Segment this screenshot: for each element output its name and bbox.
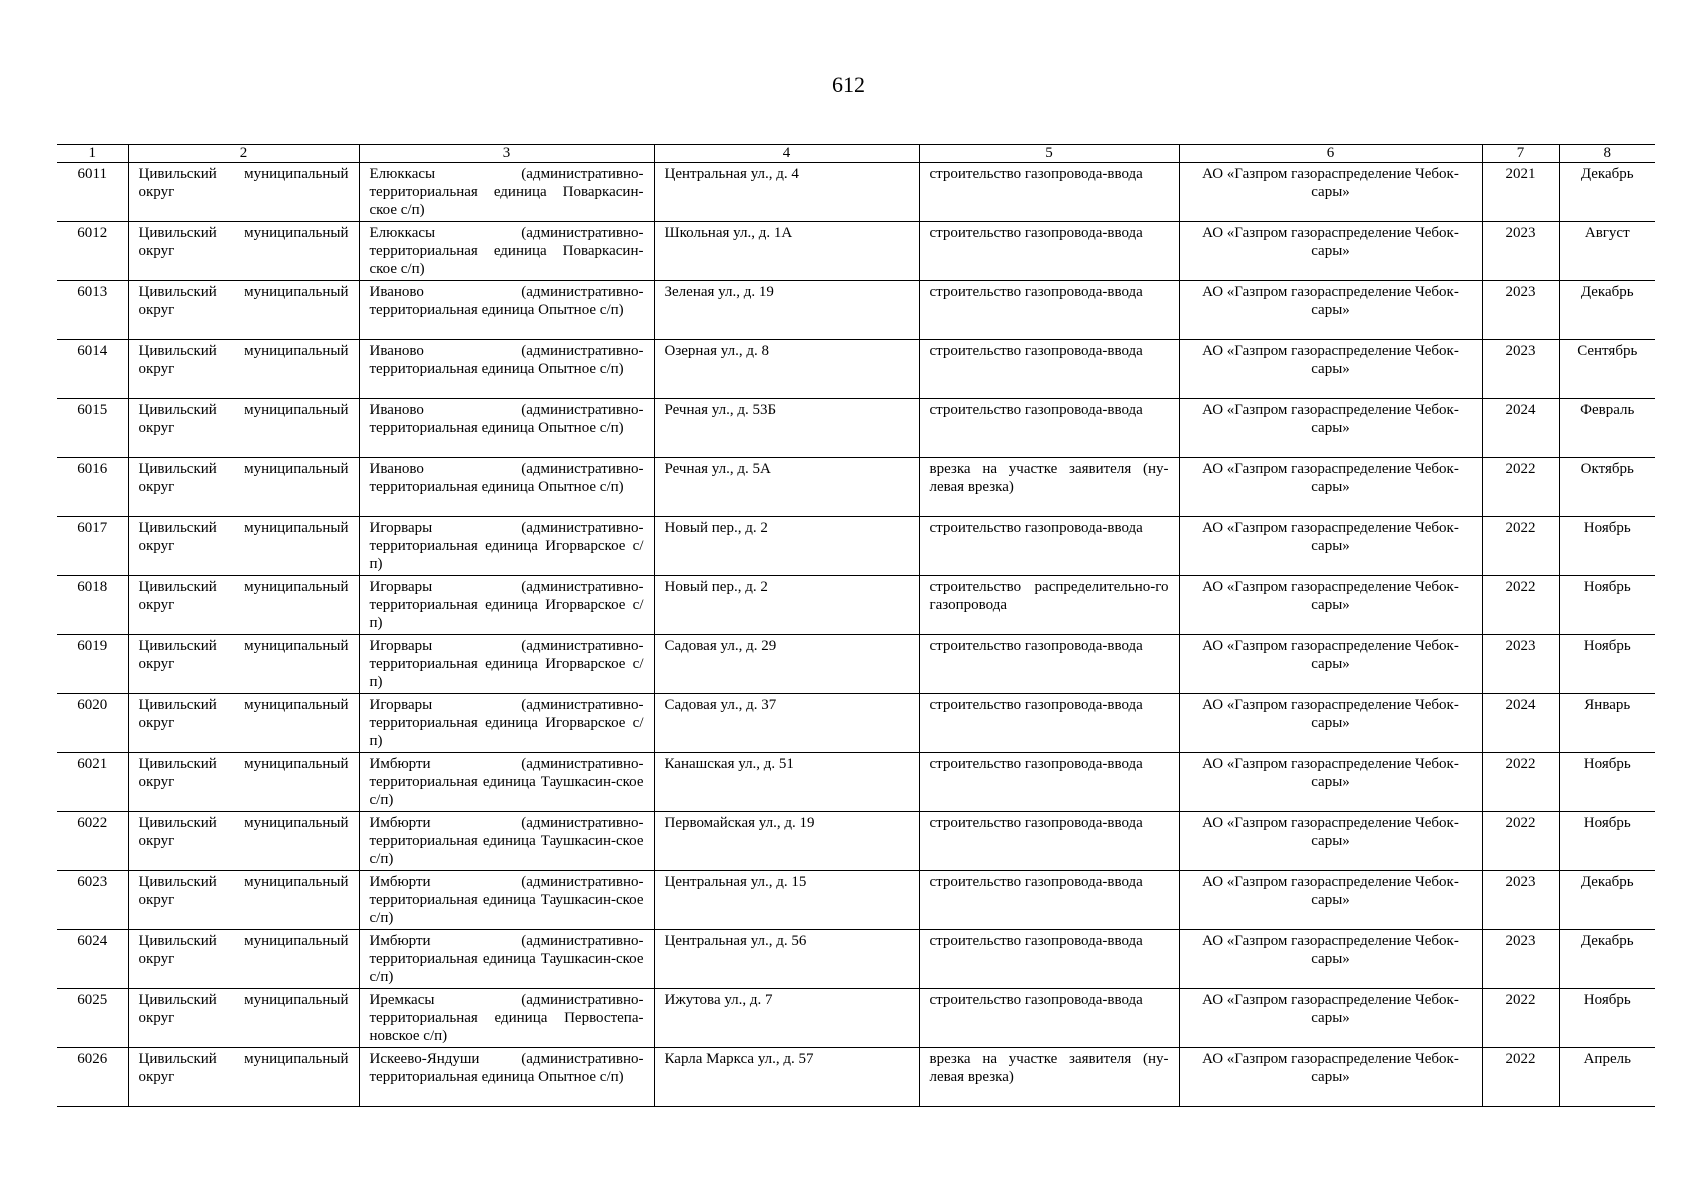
row-number: 6013 [57, 281, 128, 340]
district-cell: Цивильский муниципальный округ [128, 989, 359, 1048]
year-cell: 2024 [1482, 399, 1559, 458]
column-header: 6 [1179, 145, 1482, 163]
month-cell: Апрель [1559, 1048, 1655, 1107]
organization-cell: АО «Газпром газораспределение Чебок-сары» [1179, 340, 1482, 399]
year-cell: 2023 [1482, 635, 1559, 694]
address-cell: Речная ул., д. 53Б [654, 399, 919, 458]
organization-cell: АО «Газпром газораспределение Чебок-сары» [1179, 930, 1482, 989]
district-cell: Цивильский муниципальный округ [128, 458, 359, 517]
organization-cell: АО «Газпром газораспределение Чебок-сары» [1179, 222, 1482, 281]
work-type-cell: строительство газопровода-ввода [919, 163, 1179, 222]
column-header: 5 [919, 145, 1179, 163]
locality-cell: Иваново (административно-территориальная единица Опытное с/п) [359, 281, 654, 340]
address-cell: Садовая ул., д. 37 [654, 694, 919, 753]
locality-cell: Игорвары (административно-территориальная единица Игорварское с/п) [359, 576, 654, 635]
row-number: 6012 [57, 222, 128, 281]
district-cell: Цивильский муниципальный округ [128, 753, 359, 812]
row-number: 6019 [57, 635, 128, 694]
table-row [57, 340, 1655, 399]
year-cell: 2022 [1482, 989, 1559, 1048]
table-row [57, 1048, 1655, 1107]
table-row [57, 930, 1655, 989]
row-number: 6014 [57, 340, 128, 399]
address-cell: Центральная ул., д. 15 [654, 871, 919, 930]
work-type-cell: строительство газопровода-ввода [919, 222, 1179, 281]
year-cell: 2023 [1482, 340, 1559, 399]
work-type-cell: строительство газопровода-ввода [919, 871, 1179, 930]
table-row [57, 694, 1655, 753]
work-type-cell: строительство газопровода-ввода [919, 989, 1179, 1048]
organization-cell: АО «Газпром газораспределение Чебок-сары» [1179, 399, 1482, 458]
work-type-cell: строительство газопровода-ввода [919, 635, 1179, 694]
district-cell: Цивильский муниципальный округ [128, 340, 359, 399]
organization-cell: АО «Газпром газораспределение Чебок-сары» [1179, 871, 1482, 930]
table-row [57, 753, 1655, 812]
row-number: 6025 [57, 989, 128, 1048]
month-cell: Октябрь [1559, 458, 1655, 517]
district-cell: Цивильский муниципальный округ [128, 163, 359, 222]
month-cell: Декабрь [1559, 930, 1655, 989]
work-type-cell: врезка на участке заявителя (ну-левая врезка) [919, 1048, 1179, 1107]
row-number: 6022 [57, 812, 128, 871]
column-header: 3 [359, 145, 654, 163]
locality-cell: Елюккасы (административно-территориальная единица Поваркасин-ское с/п) [359, 222, 654, 281]
organization-cell: АО «Газпром газораспределение Чебок-сары» [1179, 281, 1482, 340]
work-type-cell: строительство газопровода-ввода [919, 812, 1179, 871]
organization-cell: АО «Газпром газораспределение Чебок-сары» [1179, 1048, 1482, 1107]
row-number: 6018 [57, 576, 128, 635]
page-number: 612 [832, 72, 865, 97]
work-type-cell: строительство газопровода-ввода [919, 753, 1179, 812]
month-cell: Ноябрь [1559, 517, 1655, 576]
table-row [57, 871, 1655, 930]
address-cell: Центральная ул., д. 4 [654, 163, 919, 222]
year-cell: 2022 [1482, 517, 1559, 576]
month-cell: Ноябрь [1559, 989, 1655, 1048]
row-number: 6023 [57, 871, 128, 930]
year-cell: 2022 [1482, 753, 1559, 812]
district-cell: Цивильский муниципальный округ [128, 517, 359, 576]
column-header: 1 [57, 145, 128, 163]
locality-cell: Имбюрти (административно-территориальная единица Таушкасин-ское с/п) [359, 930, 654, 989]
locality-cell: Иремкасы (административно-территориальная единица Первостепа-новское с/п) [359, 989, 654, 1048]
organization-cell: АО «Газпром газораспределение Чебок-сары» [1179, 989, 1482, 1048]
table-row [57, 635, 1655, 694]
month-cell: Январь [1559, 694, 1655, 753]
column-number-row [57, 145, 1655, 163]
locality-cell: Иваново (административно-территориальная единица Опытное с/п) [359, 458, 654, 517]
district-cell: Цивильский муниципальный округ [128, 399, 359, 458]
organization-cell: АО «Газпром газораспределение Чебок-сары» [1179, 458, 1482, 517]
work-type-cell: строительство газопровода-ввода [919, 694, 1179, 753]
month-cell: Декабрь [1559, 871, 1655, 930]
organization-cell: АО «Газпром газораспределение Чебок-сары» [1179, 753, 1482, 812]
table-row [57, 222, 1655, 281]
locality-cell: Игорвары (административно-территориальная единица Игорварское с/п) [359, 694, 654, 753]
table-row [57, 458, 1655, 517]
month-cell: Ноябрь [1559, 635, 1655, 694]
work-type-cell: строительство газопровода-ввода [919, 340, 1179, 399]
month-cell: Ноябрь [1559, 576, 1655, 635]
table-row [57, 399, 1655, 458]
table-row [57, 989, 1655, 1048]
table-row [57, 163, 1655, 222]
month-cell: Сентябрь [1559, 340, 1655, 399]
month-cell: Август [1559, 222, 1655, 281]
row-number: 6016 [57, 458, 128, 517]
locality-cell: Искеево-Яндуши (административно-территориальная единица Опытное с/п) [359, 1048, 654, 1107]
address-cell: Ижутова ул., д. 7 [654, 989, 919, 1048]
address-cell: Школьная ул., д. 1А [654, 222, 919, 281]
locality-cell: Иваново (административно-территориальная единица Опытное с/п) [359, 340, 654, 399]
locality-cell: Имбюрти (административно-территориальная единица Таушкасин-ское с/п) [359, 812, 654, 871]
organization-cell: АО «Газпром газораспределение Чебок-сары» [1179, 576, 1482, 635]
work-type-cell: строительство газопровода-ввода [919, 281, 1179, 340]
month-cell: Февраль [1559, 399, 1655, 458]
year-cell: 2023 [1482, 871, 1559, 930]
locality-cell: Иваново (административно-территориальная единица Опытное с/п) [359, 399, 654, 458]
year-cell: 2022 [1482, 576, 1559, 635]
year-cell: 2022 [1482, 812, 1559, 871]
year-cell: 2024 [1482, 694, 1559, 753]
table-row [57, 812, 1655, 871]
organization-cell: АО «Газпром газораспределение Чебок-сары» [1179, 812, 1482, 871]
address-cell: Новый пер., д. 2 [654, 576, 919, 635]
locality-cell: Елюккасы (административно-территориальная единица Поваркасин-ское с/п) [359, 163, 654, 222]
row-number: 6015 [57, 399, 128, 458]
year-cell: 2022 [1482, 458, 1559, 517]
district-cell: Цивильский муниципальный округ [128, 635, 359, 694]
address-cell: Центральная ул., д. 56 [654, 930, 919, 989]
month-cell: Декабрь [1559, 163, 1655, 222]
year-cell: 2021 [1482, 163, 1559, 222]
column-header: 7 [1482, 145, 1559, 163]
district-cell: Цивильский муниципальный округ [128, 930, 359, 989]
locality-cell: Игорвары (административно-территориальная единица Игорварское с/п) [359, 517, 654, 576]
locality-cell: Имбюрти (административно-территориальная единица Таушкасин-ское с/п) [359, 871, 654, 930]
row-number: 6020 [57, 694, 128, 753]
locality-cell: Имбюрти (административно-территориальная единица Таушкасин-ское с/п) [359, 753, 654, 812]
row-number: 6021 [57, 753, 128, 812]
address-cell: Канашская ул., д. 51 [654, 753, 919, 812]
district-cell: Цивильский муниципальный округ [128, 694, 359, 753]
district-cell: Цивильский муниципальный округ [128, 281, 359, 340]
work-type-cell: строительство распределительно-го газопровода [919, 576, 1179, 635]
column-header: 2 [128, 145, 359, 163]
district-cell: Цивильский муниципальный округ [128, 871, 359, 930]
locality-cell: Игорвары (административно-территориальная единица Игорварское с/п) [359, 635, 654, 694]
table-row [57, 517, 1655, 576]
organization-cell: АО «Газпром газораспределение Чебок-сары» [1179, 694, 1482, 753]
row-number: 6024 [57, 930, 128, 989]
year-cell: 2023 [1482, 281, 1559, 340]
row-number: 6017 [57, 517, 128, 576]
address-cell: Садовая ул., д. 29 [654, 635, 919, 694]
table-body [57, 163, 1655, 1107]
column-header: 8 [1559, 145, 1655, 163]
organization-cell: АО «Газпром газораспределение Чебок-сары» [1179, 163, 1482, 222]
work-type-cell: строительство газопровода-ввода [919, 399, 1179, 458]
district-cell: Цивильский муниципальный округ [128, 1048, 359, 1107]
data-table [57, 144, 1655, 1107]
table-row [57, 281, 1655, 340]
organization-cell: АО «Газпром газораспределение Чебок-сары» [1179, 517, 1482, 576]
row-number: 6026 [57, 1048, 128, 1107]
district-cell: Цивильский муниципальный округ [128, 222, 359, 281]
row-number: 6011 [57, 163, 128, 222]
month-cell: Декабрь [1559, 281, 1655, 340]
district-cell: Цивильский муниципальный округ [128, 576, 359, 635]
year-cell: 2023 [1482, 930, 1559, 989]
organization-cell: АО «Газпром газораспределение Чебок-сары» [1179, 635, 1482, 694]
year-cell: 2023 [1482, 222, 1559, 281]
work-type-cell: строительство газопровода-ввода [919, 930, 1179, 989]
work-type-cell: строительство газопровода-ввода [919, 517, 1179, 576]
address-cell: Новый пер., д. 2 [654, 517, 919, 576]
table-row [57, 576, 1655, 635]
address-cell: Зеленая ул., д. 19 [654, 281, 919, 340]
month-cell: Ноябрь [1559, 753, 1655, 812]
address-cell: Озерная ул., д. 8 [654, 340, 919, 399]
address-cell: Первомайская ул., д. 19 [654, 812, 919, 871]
month-cell: Ноябрь [1559, 812, 1655, 871]
column-header: 4 [654, 145, 919, 163]
district-cell: Цивильский муниципальный округ [128, 812, 359, 871]
year-cell: 2022 [1482, 1048, 1559, 1107]
address-cell: Речная ул., д. 5А [654, 458, 919, 517]
work-type-cell: врезка на участке заявителя (ну-левая врезка) [919, 458, 1179, 517]
address-cell: Карла Маркса ул., д. 57 [654, 1048, 919, 1107]
